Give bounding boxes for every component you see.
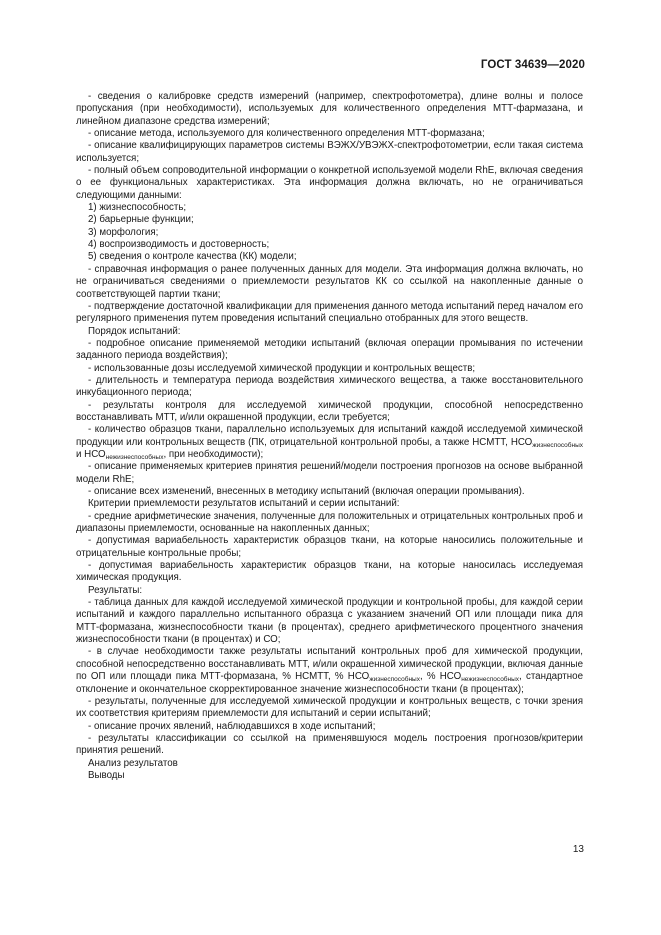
paragraph: - результаты контроля для исследуемой химической продукции, способной непосредственно восстанавливать МТТ, и/или окрашенной продукции, если требуется; (76, 399, 583, 423)
text-run: - в случае необходимости также результаты испытаний контрольных проб для химической продукции, способной непосредственно восстанавливать МТТ, и/или окрашенной химической продукции, включая данные по ОП или площади пика МТТ-формазана, % НСМТТ, % НСО (76, 646, 583, 683)
paragraph: - полный объем сопроводительной информации о конкретной используемой модели RhE, включая сведения о ее функциональных характеристиках. Эта информация должна включать, но не ограничиваться следующими данными: (76, 165, 583, 201)
list-item: 4) воспроизводимость и достоверность; (88, 239, 270, 251)
subscript: жизнеспособных (532, 441, 583, 449)
paragraph: - допустимая вариабельность характеристик образцов ткани, на которые наносились положительные и отрицательные контрольные пробы; (76, 535, 583, 559)
section-heading: Порядок испытаний: (88, 325, 181, 337)
text-run: , стандартное отклонение и окончательное скорректированное значение жизнеспособности ткани (в процентах); (76, 671, 583, 695)
paragraph: - описание всех изменений, внесенных в методику испытаний (включая операции промывания). (88, 486, 525, 497)
paragraph (76, 424, 583, 461)
paragraph: - использованные дозы исследуемой химической продукции и контрольных веществ; (88, 362, 476, 374)
list-item: 3) морфология; (88, 226, 159, 238)
paragraph: - сведения о калибровке средств измерений (например, спектрофотометра), длине волны и полосе пропускания (при необходимости), используемых для количественного определения МТТ-фармазана, и линейном диапазоне средства измерений; (76, 91, 583, 127)
text-run: и НСО (76, 448, 106, 460)
paragraph: - средние арифметические значения, полученные для положительных и отрицательных контрольных проб и диапазоны приемлемости, основанные на накопленных данных; (76, 510, 583, 535)
subscript: жизнеспособных (369, 676, 420, 684)
paragraph: - описание квалифицирующих параметров системы ВЭЖХ/УВЭЖХ-спектрофотометрии, если такая система используется; (76, 140, 583, 164)
text-run: , % НСО (419, 671, 462, 683)
paragraph: - таблица данных для каждой исследуемой химической продукции и контрольной пробы, для каждой серии испытаний и каждого параллельно испытанного образца с указанием значений ОП или площади пика для МТТ-формазана, жизнеспособности ткани (в процентах), среднего арифметического процентного значения жизнеспособности ткани (в процентах) и СО; (76, 597, 583, 646)
text-run: , при необходимости); (163, 448, 264, 460)
subscript: нежизнеспособных (461, 676, 520, 684)
list-item: 5) сведения о контроле качества (КК) модели; (88, 251, 297, 263)
paragraph: - справочная информация о ранее полученных данных для модели. Эта информация должна включать, но не ограничиваться сведениями о приемлемости результатов КК со ссылкой на накопленные данные о соответствующей партии ткани; (76, 263, 583, 300)
standard-number: ГОСТ 34639—2020 (480, 59, 585, 71)
subscript: нежизнеспособных (105, 453, 164, 461)
section-heading: Анализ результатов (88, 757, 178, 769)
document-body (76, 91, 583, 782)
list-item: 1) жизнеспособность; (88, 202, 187, 214)
section-heading: Критерии приемлемости результатов испытаний и серии испытаний: (88, 498, 400, 510)
page-number: 13 (572, 844, 584, 855)
paragraph: - подтверждение достаточной квалификации для применения данного метода испытаний перед началом его регулярного применения путем проведения испытаний специально отобранных для этого веществ. (76, 300, 583, 325)
paragraph (76, 646, 583, 695)
list-item: 2) барьерные функции; (88, 214, 194, 226)
paragraph: - длительность и температура периода воздействия химического вещества, а также восстановительного инкубационного периода; (76, 374, 583, 399)
paragraph: - подробное описание применяемой методики испытаний (включая операции промывания по истечении заданного периода воздействия); (76, 337, 583, 362)
paragraph: - описание прочих явлений, наблюдавшихся в ходе испытаний; (88, 720, 376, 732)
text-run: - количество образцов ткани, параллельно используемых для испытаний каждой исследуемой химической продукции или контрольных веществ (ПК, отрицательной контрольной пробы, а также НСМТТ, НСО (76, 424, 583, 448)
paragraph: - допустимая вариабельность характеристик образцов ткани, на которые наносилась исследуемая химическая продукция. (76, 560, 583, 584)
section-heading: Результаты: (88, 584, 143, 596)
paragraph: - результаты классификации со ссылкой на применявшуюся модель построения прогнозов/критерии принятия решений. (76, 732, 583, 757)
section-heading: Выводы (88, 769, 125, 781)
paragraph: - описание метода, используемого для количественного определения МТТ-формазана; (88, 128, 485, 140)
paragraph: - результаты, полученные для исследуемой химической продукции и контрольных веществ, с точки зрения их соответствия критериям приемлемости для испытаний и серии испытаний; (76, 695, 583, 720)
paragraph: - описание применяемых критериев принятия решений/модели построения прогнозов на основе выбранной модели RhE; (76, 461, 583, 485)
